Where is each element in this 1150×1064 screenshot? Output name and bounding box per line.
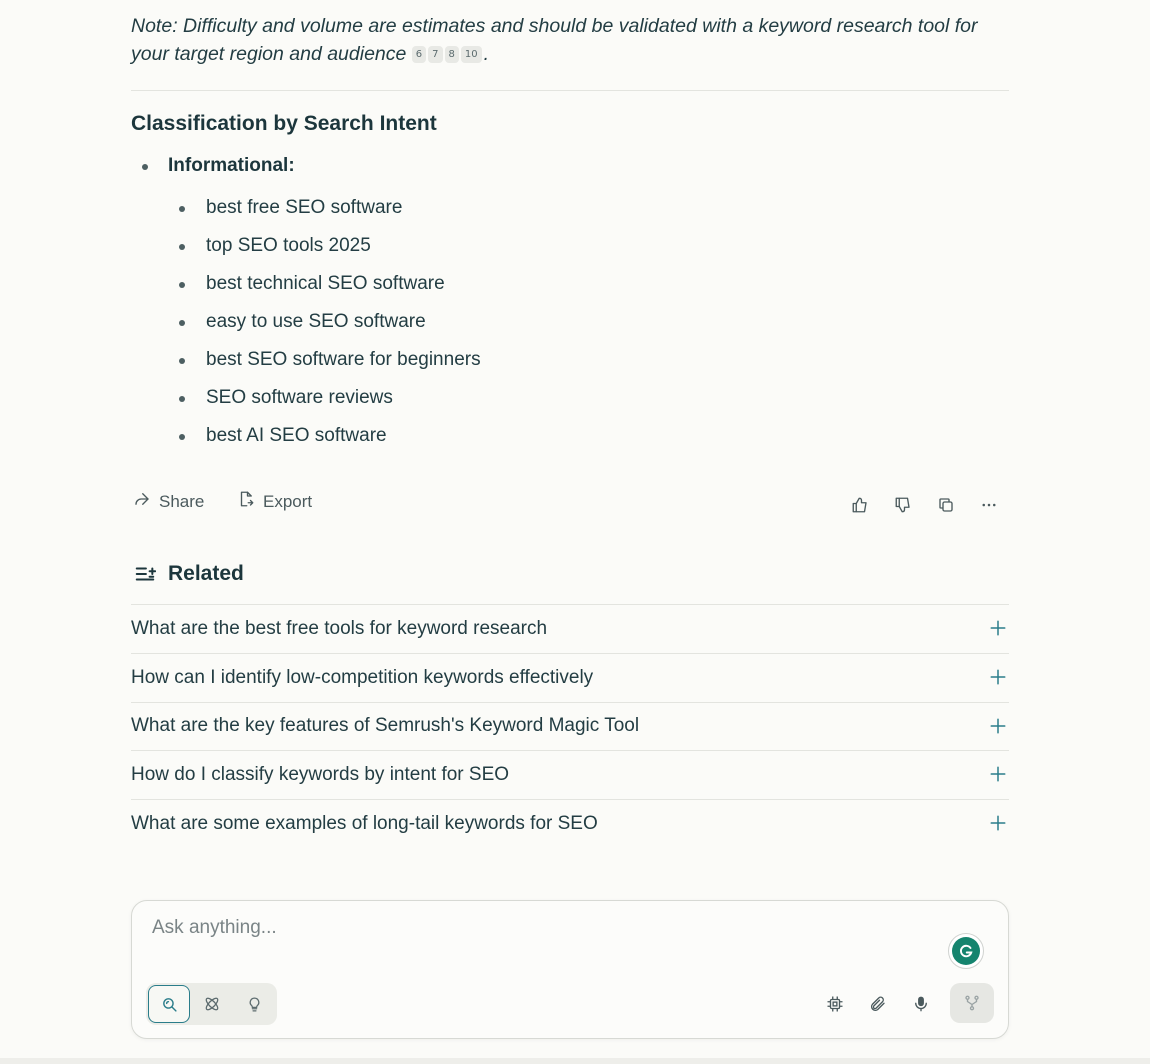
estimate-note: [131, 12, 1009, 68]
plus-icon: [989, 668, 1007, 692]
cpu-chip-icon: [826, 995, 844, 1013]
bullet: [179, 434, 185, 440]
intent-heading: Classification by Search Intent: [131, 112, 437, 135]
related-list: [131, 604, 1009, 848]
more-options-button[interactable]: [976, 492, 1002, 518]
related-list-icon: [134, 563, 156, 585]
plus-icon: [989, 717, 1007, 741]
ask-input[interactable]: Ask anything...: [152, 917, 277, 938]
research-mode-button[interactable]: [191, 985, 233, 1023]
bullet: [179, 244, 185, 250]
search-icon: [161, 996, 178, 1013]
plus-icon: [989, 814, 1007, 838]
research-atom-icon: [203, 995, 221, 1013]
search-mode-button[interactable]: [148, 985, 190, 1023]
related-item[interactable]: What are the best free tools for keyword research: [131, 604, 1009, 653]
note-period: .: [483, 43, 490, 65]
grammarly-widget[interactable]: [948, 933, 984, 969]
copy-icon: [937, 496, 955, 514]
model-select-button[interactable]: [821, 990, 849, 1018]
section-divider: [131, 90, 1009, 91]
labs-mode-button[interactable]: [233, 985, 275, 1023]
share-label: Share: [159, 491, 205, 511]
paperclip-icon: [869, 995, 887, 1013]
note-text: Note: Difficulty and volume are estimates and should be validated with a keyword research tool for your target region and audience: [131, 15, 978, 65]
bullet: [179, 320, 185, 326]
thumbs-down-button[interactable]: [890, 492, 916, 518]
thumbs-up-button[interactable]: [847, 492, 873, 518]
related-item[interactable]: How can I identify low-competition keywords effectively: [131, 653, 1009, 702]
voice-mode-icon: [963, 994, 981, 1012]
export-label: Export: [263, 491, 313, 511]
grammarly-logo-icon: [952, 937, 980, 965]
thumbs-up-icon: [851, 496, 869, 514]
voice-button[interactable]: [907, 990, 935, 1018]
related-title: Related: [168, 562, 244, 585]
list-item: best technical SEO software: [206, 273, 445, 295]
bullet: [179, 358, 185, 364]
citation-badge[interactable]: 10: [461, 46, 482, 63]
plus-icon: [989, 765, 1007, 789]
bullet: [179, 206, 185, 212]
list-item: SEO software reviews: [206, 387, 393, 409]
copy-button[interactable]: [933, 492, 959, 518]
ellipsis-icon: [980, 496, 998, 514]
list-item: best AI SEO software: [206, 425, 387, 447]
bullet: [179, 282, 185, 288]
list-item: top SEO tools 2025: [206, 235, 371, 257]
intent-category-label: Informational:: [168, 155, 295, 176]
ask-composer: [131, 900, 1009, 1039]
citation-badge[interactable]: 6: [412, 46, 426, 63]
page-footer-strip: [0, 1058, 1150, 1064]
share-icon: [133, 490, 151, 513]
submit-button[interactable]: [950, 983, 994, 1023]
export-file-icon: [237, 490, 255, 513]
attach-button[interactable]: [864, 990, 892, 1018]
related-header: [131, 562, 1009, 586]
bullet: [142, 164, 148, 170]
mode-selector: [146, 983, 277, 1025]
plus-icon: [989, 619, 1007, 643]
related-item[interactable]: How do I classify keywords by intent for SEO: [131, 750, 1009, 799]
microphone-icon: [912, 995, 930, 1013]
thumbs-down-icon: [894, 496, 912, 514]
lightbulb-icon: [246, 996, 263, 1013]
citation-badge[interactable]: 7: [428, 46, 442, 63]
related-item[interactable]: What are the key features of Semrush's Keyword Magic Tool: [131, 702, 1009, 751]
related-item[interactable]: What are some examples of long-tail keywords for SEO: [131, 799, 1009, 848]
share-button[interactable]: [133, 490, 204, 513]
export-button[interactable]: [237, 490, 312, 513]
list-item: best free SEO software: [206, 197, 402, 219]
list-item: best SEO software for beginners: [206, 349, 481, 371]
citation-badge[interactable]: 8: [445, 46, 459, 63]
answer-actions: [131, 490, 1009, 520]
list-item: easy to use SEO software: [206, 311, 426, 333]
bullet: [179, 396, 185, 402]
